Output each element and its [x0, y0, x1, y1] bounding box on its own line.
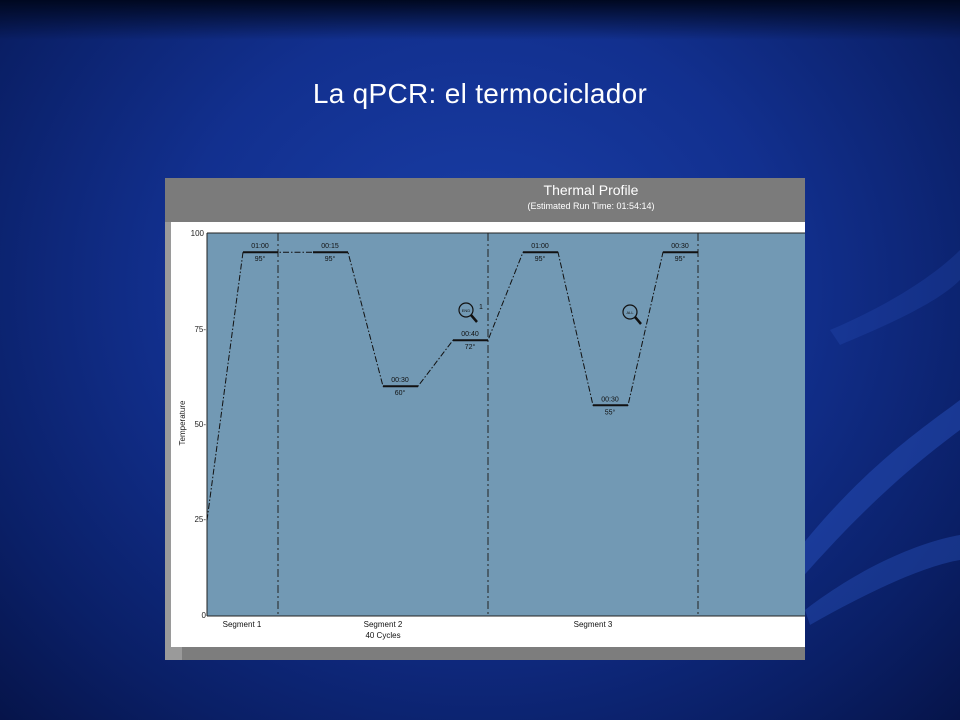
panel-title: Thermal Profile	[543, 182, 639, 198]
y-axis-label: Temperature	[178, 400, 187, 446]
slide-title: La qPCR: el termociclador	[312, 78, 648, 109]
end-marker-label: END	[461, 308, 471, 313]
panel-subtitle: (Estimated Run Time: 01:54:14)	[527, 201, 655, 211]
panel-bottom-bar	[182, 647, 805, 660]
step-time-label: 01:00	[531, 243, 549, 251]
step-temperature-label: 60°	[394, 390, 406, 398]
thermal-profile-panel	[165, 178, 805, 660]
segment-cycles-label: 40 Cycles	[365, 631, 401, 640]
all-marker-label: ALL	[626, 310, 634, 315]
segment-label: Segment 1	[222, 620, 262, 629]
step-time-label: 00:30	[391, 377, 409, 385]
y-tick-label: 100	[190, 229, 204, 238]
segment-label: Segment 3	[573, 620, 613, 629]
step-time-label: 01:00	[251, 243, 269, 251]
step-time-label: 00:30	[601, 396, 619, 404]
segment-label: Segment 2	[363, 620, 403, 629]
y-tick-label: 0	[201, 611, 206, 620]
step-temperature-label: 95°	[254, 256, 266, 264]
step-time-label: 00:40	[461, 331, 479, 339]
step-temperature-label: 95°	[534, 256, 546, 264]
y-tick-label: 50-	[194, 420, 206, 429]
y-tick-label: 25-	[194, 515, 206, 524]
end-marker-cycle-label: 1	[479, 304, 483, 311]
step-temperature-label: 55°	[604, 409, 616, 417]
step-temperature-label: 72°	[464, 344, 476, 352]
y-tick-label: 75-	[194, 325, 206, 334]
step-time-label: 00:30	[671, 243, 689, 251]
thermal-profile-chart	[165, 178, 805, 647]
plot-area	[207, 233, 805, 616]
step-temperature-label: 95°	[674, 256, 686, 264]
step-temperature-label: 95°	[324, 256, 336, 264]
step-time-label: 00:15	[321, 243, 339, 251]
